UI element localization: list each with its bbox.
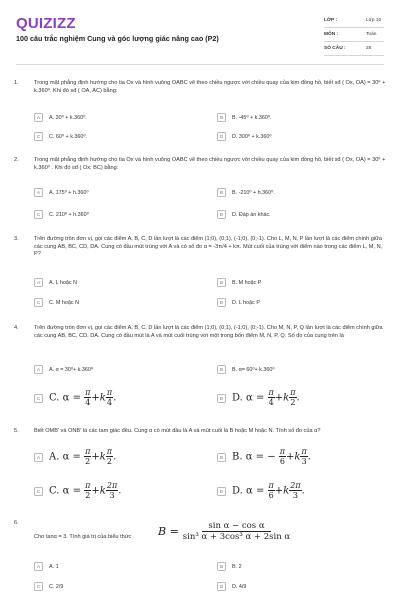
expression-formula <box>158 522 290 541</box>
fraction: $\frac{\pi}{4}$ <box>106 388 113 407</box>
option-letter: B <box>217 453 226 462</box>
option-letter: B <box>217 113 226 122</box>
option-d[interactable] <box>217 482 305 500</box>
option-c[interactable] <box>34 482 121 500</box>
question-number: 3. <box>14 236 19 242</box>
meta-label: LỚP : <box>324 18 338 23</box>
meta-value: Lớp 10 <box>366 18 382 23</box>
question-5 <box>14 428 388 510</box>
question-number: 6. <box>14 520 19 526</box>
option-text: B. 2 <box>232 563 242 570</box>
fraction: $\frac{\pi}{3}$ <box>301 447 307 466</box>
option-letter: D <box>217 394 226 403</box>
option-formula: C. α = $\frac{\pi}{4}$ +k $\frac{\pi}{4}$ . <box>49 388 117 407</box>
meta-label: SỐ CÂU : <box>324 46 346 51</box>
fraction: $\frac{\pi}{2}$ <box>290 388 296 407</box>
option-letter: A <box>34 365 43 374</box>
option-text: A. 175⁰ + h.360⁰ <box>49 189 89 196</box>
question-number: 4. <box>14 325 19 331</box>
option-letter: D <box>217 298 226 307</box>
option-d[interactable] <box>217 210 271 219</box>
question-number: 1. <box>14 80 19 86</box>
question-text: Trên đường tròn đơn vị, gọi các điểm A, B, C, D lần lượt là các điểm (1;0), (0;1), (-1;0), (0;-1). Cho M, N, P, Q lần lượt là các điểm chính giữa các cung AB, BC, CD, DA. Cung có đầu mút là A và mút cuối trùng với một trong bốn điểm M, N, P, Q. Số đo của cung trên là <box>34 325 383 339</box>
option-letter: D <box>217 582 226 591</box>
option-letter: C <box>34 210 43 219</box>
formula-prefix: D. α = <box>232 485 265 497</box>
option-text: A. L hoặc N <box>49 279 77 286</box>
fraction: $\frac{2\pi}{3}$ <box>290 481 301 500</box>
option-text: D. L hoặc P <box>232 299 260 306</box>
option-b[interactable] <box>217 188 275 197</box>
question-6 <box>14 520 388 598</box>
option-b[interactable] <box>217 448 311 466</box>
option-letter: D <box>217 210 226 219</box>
option-b[interactable] <box>217 365 275 374</box>
option-b[interactable] <box>217 113 272 122</box>
option-text: B. α= 60⁰+ k.360⁰ <box>232 366 275 373</box>
meta-value: Toán <box>366 32 377 37</box>
option-letter: B <box>217 188 226 197</box>
option-a[interactable] <box>34 448 116 466</box>
formula-prefix: C. α = <box>49 485 81 497</box>
meta-label: MÔN : <box>324 32 339 37</box>
formula-prefix: B. α = − <box>232 451 276 463</box>
option-letter: A <box>34 278 43 287</box>
option-letter: A <box>34 453 43 462</box>
option-text: A. 30⁰ + k.360⁰. <box>49 114 87 121</box>
meta-row-class <box>324 14 384 28</box>
fraction: $\frac{\pi}{4}$ <box>85 388 91 407</box>
option-letter: B <box>217 365 226 374</box>
meta-row-count <box>324 42 384 56</box>
option-text: B. M hoặc P <box>232 279 262 286</box>
formula-prefix: D. α = <box>232 392 265 404</box>
question-number: 2. <box>14 157 19 163</box>
option-letter: D <box>217 487 226 496</box>
option-letter: C <box>34 582 43 591</box>
option-d[interactable] <box>217 132 272 141</box>
option-letter: A <box>34 562 43 571</box>
option-text: C. 2/9 <box>49 583 64 590</box>
option-c[interactable] <box>34 210 89 219</box>
option-b[interactable] <box>217 278 261 287</box>
question-1 <box>14 80 388 150</box>
option-a[interactable] <box>34 562 59 571</box>
option-letter: A <box>34 188 43 197</box>
option-c[interactable] <box>34 298 79 307</box>
option-text: B. -210⁰ + h.360⁰. <box>232 189 275 196</box>
meta-table <box>324 14 384 56</box>
quizizz-logo: QUIZIZZ <box>16 15 76 32</box>
option-letter: C <box>34 132 43 141</box>
option-b[interactable] <box>217 562 242 571</box>
option-c[interactable] <box>34 389 116 407</box>
option-text: D. Đáp án khác. <box>232 211 271 218</box>
option-a[interactable] <box>34 113 87 122</box>
option-d[interactable] <box>217 298 260 307</box>
option-d[interactable] <box>217 389 300 407</box>
question-text: Trong mặt phẳng định hướng cho tia Ox và hình vuông OABC vẽ theo chiều ngược với chiều quay của kim đồng hồ, biết sđ ( Ox, OA) = 30⁰ + k.360⁰. Khi đó sđ ( OA, AC) bằng: <box>34 80 386 94</box>
question-text: Trong mặt phẳng định hướng cho tia Ox và hình vuông OABC vẽ theo chiều ngược với chiều quay của kim đồng hồ, biết sđ ( Ox, OA) = 30⁰ + k.360⁰ . Khi đó sđ ( Ox; BC) bằng: <box>34 157 386 171</box>
option-letter: C <box>34 487 43 496</box>
option-formula: D. α = $\frac{\pi}{6}$ +k $\frac{2\pi}{3}$ . <box>232 481 305 500</box>
formula-prefix: A. α = <box>49 451 81 463</box>
option-a[interactable] <box>34 188 89 197</box>
option-text: C. 210⁰ + h.360⁰ <box>49 211 89 218</box>
fraction: $\frac{\pi}{2}$ <box>85 481 91 500</box>
option-formula: A. α = $\frac{\pi}{2}$ +k $\frac{\pi}{2}$ . <box>49 447 117 466</box>
fraction: $\frac{\pi}{2}$ <box>106 447 113 466</box>
question-2 <box>14 157 388 227</box>
option-letter: B <box>217 562 226 571</box>
option-letter: A <box>34 113 43 122</box>
option-letter: C <box>34 298 43 307</box>
fraction: $\frac{\pi}{4}$ <box>268 388 274 407</box>
option-letter: D <box>217 132 226 141</box>
option-text: B. -45⁰ + k.360⁰. <box>232 114 272 121</box>
option-letter: B <box>217 278 226 287</box>
question-text: Cho tanα = 3. Tính giá trị của biểu thức <box>34 534 132 540</box>
option-letter: C <box>34 394 43 403</box>
option-c[interactable] <box>34 582 63 591</box>
question-text: Biết OMB' và ONB' là các tam giác đều. Cung α có mút đầu là A và mút cuối là B hoặc M hoặc N. Tính số đo của α? <box>34 428 321 434</box>
formula-prefix: C. α = <box>49 392 81 404</box>
option-text: C. 60⁰ + k.360⁰. <box>49 133 88 140</box>
meta-value: 25 <box>366 46 372 51</box>
question-text: Trên đường tròn đơn vị, gọi các điểm A, B, C, D lần lượt là các điểm (1;0), (0;1), (-1;0), (0;-1). Cho L, M, N, P lần lượt là các điểm chính giữa các cung AB, BC, CD, DA. Cung có đầu mút trùng với A và có số đo α = -3π/4 + kπ. Mút cuối của trùng với điểm nào trong các điểm L, M, N, P? <box>34 236 383 258</box>
option-text: A. 1 <box>49 563 59 570</box>
option-d[interactable] <box>217 582 246 591</box>
option-formula: D. α = $\frac{\pi}{4}$ +k $\frac{\pi}{2}$ . <box>232 388 300 407</box>
option-a[interactable] <box>34 365 93 374</box>
fraction: $\frac{\pi}{6}$ <box>279 447 286 466</box>
option-text: C. M hoặc N <box>49 299 79 306</box>
option-formula: C. α = $\frac{\pi}{2}$ +k $\frac{2\pi}{3}$ . <box>49 481 122 500</box>
option-c[interactable] <box>34 132 87 141</box>
option-text: D. 300⁰ + k.360⁰ <box>232 133 272 140</box>
fraction: $\frac{\pi}{2}$ <box>85 447 91 466</box>
header-divider <box>16 64 384 65</box>
option-text: D. 4/9 <box>232 583 247 590</box>
meta-row-subject <box>324 28 384 42</box>
fraction: $\frac{\pi}{6}$ <box>268 481 274 500</box>
option-formula: B. α = − $\frac{\pi}{6}$ +k $\frac{\pi}{3}$ . <box>232 447 311 466</box>
fraction: $\frac{2\pi}{3}$ <box>106 481 118 500</box>
question-3 <box>14 236 388 316</box>
option-a[interactable] <box>34 278 77 287</box>
question-4 <box>14 325 388 417</box>
option-text: A. α = 30⁰+ k.360⁰ <box>49 366 94 373</box>
document-title: 100 câu trắc nghiệm Cung và góc lượng giác nâng cao (P2) <box>16 34 219 43</box>
question-number: 5. <box>14 428 19 434</box>
fraction: $\frac{\text{sin α − cos α}}{\text{sin³ α + 3cos³ α + 2sin α}}$ <box>182 521 291 542</box>
formula-lhs: B = <box>158 525 179 538</box>
